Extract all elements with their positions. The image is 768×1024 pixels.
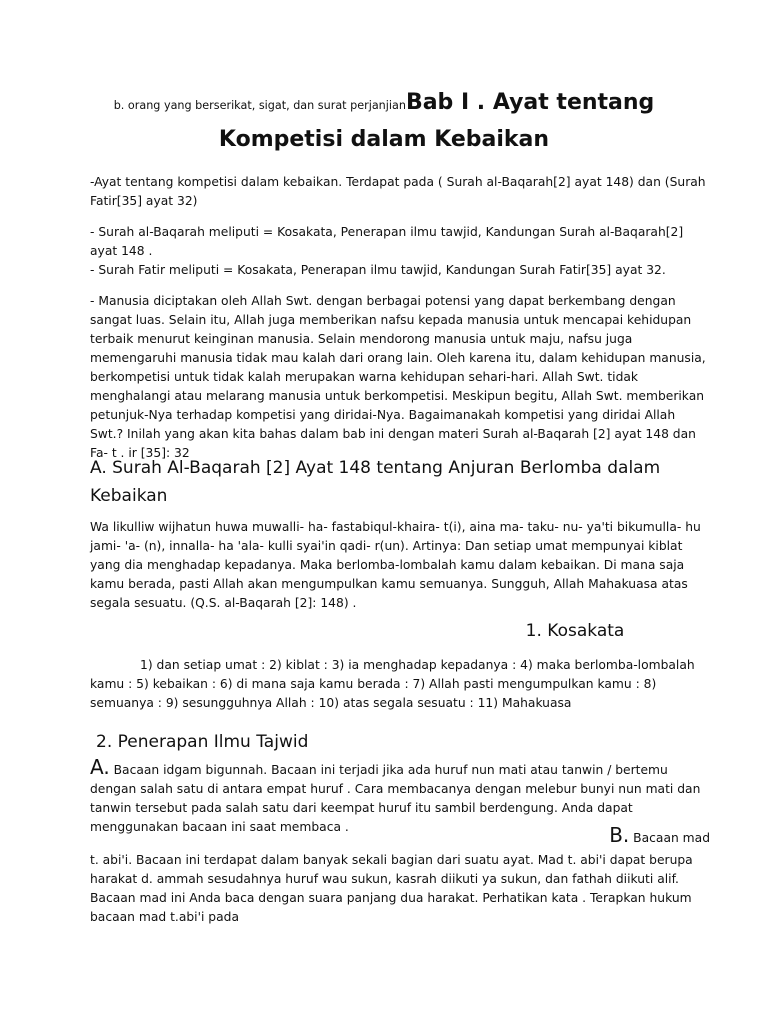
kosakata-body xyxy=(90,656,710,713)
tajwid-a-text: Bacaan idgam bigunnah. Bacaan ini terjadi jika ada huruf nun mati atau tanwin / bertemu dengan salah satu di antara empat huruf . Cara membacanya dengan melebur bunyi nun mati dan tanwin tersebut pada salah satu dari keempat huruf itu sambil berdengung. Anda dapat menggunakan bacaan ini saat membaca . xyxy=(90,763,701,834)
header-subtitle: b. orang yang berserikat, sigat, dan surat perjanjian xyxy=(113,99,406,112)
section-a-text: Wa likulliw wijhatun huwa muwalli- ha- fastabiqul-khaira- t(i), aina ma- taku- nu- ya'ti bikumulla- hu jami- 'a- (n), innalla- ha 'ala- kulli syai'in qadi- r(un). Artinya: Dan setiap umat mempunyai kiblat yang dia menghadap kepadanya. Maka berlomba-lombalah kamu dalam kebaikan. Di mana saja kamu berada, pasti Allah akan mengumpulkan kamu semuanya. Sungguh, Allah Mahakuasa atas segala sesuatu. (Q.S. al-Baqarah [2]: 148) . xyxy=(90,520,701,610)
tajwid-b-text: t. abi'i. Bacaan ini terdapat dalam banyak sekali bagian dari suatu ayat. Mad t. abi'i dapat berupa harakat d. ammah sesudahnya huruf wau sukun, kasrah diikuti ya sukun, dan fathah diikuti alif. Bacaan mad ini Anda baca dengan suara panjang dua harakat. Perhatikan kata . Terapkan hukum bacaan mad t.abi'i pada xyxy=(90,853,693,924)
tajwid-a-letter: A. xyxy=(90,755,110,779)
section-a-body xyxy=(90,518,710,613)
chapter-title-line-2: Kompetisi dalam Kebaikan xyxy=(218,127,550,152)
intro-paragraph-4 xyxy=(90,292,710,463)
tajwid-b-letter: B. xyxy=(609,823,630,847)
kosakata-heading: 1. Kosakata xyxy=(525,621,625,641)
intro-text-1: -Ayat tentang kompetisi dalam kebaikan. Terdapat pada ( Surah al-Baqarah[2] ayat 148) dan (Surah Fatir[35] ayat 32) xyxy=(90,175,706,208)
intro-paragraph-1 xyxy=(90,173,710,211)
tajwid-b-body xyxy=(90,851,710,927)
title-line-1 xyxy=(0,90,768,115)
intro-text-3: - Surah Fatir meliputi = Kosakata, Penerapan ilmu tawjid, Kandungan Surah Fatir[35] ayat 32. xyxy=(90,263,666,277)
section-a-heading: A. Surah Al-Baqarah [2] Ayat 148 tentang Anjuran Berlomba dalam Kebaikan xyxy=(90,458,661,506)
intro-text-4: - Manusia diciptakan oleh Allah Swt. dengan berbagai potensi yang dapat berkembang dengan sangat luas. Selain itu, Allah juga memberikan nafsu kepada manusia untuk mencapai kehidupan terbaik menurut keinginan manusia. Selain mendorong manusia untuk maju, nafsu juga memengaruhi manusia tidak mau kalah dari orang lain. Oleh karena itu, dalam kehidupan manusia, berkompetisi untuk tidak kalah merupakan warna kehidupan sehari-hari. Allah Swt. tidak menghalangi atau melarang manusia untuk berkompetisi. Meskipun begitu, Allah Swt. memberikan petunjuk-Nya terhadap kompetisi yang diridai-Nya. Bagaimanakah kompetisi yang diridai Allah Swt.? Inilah yang akan kita bahas dalam bab ini dengan materi Surah al-Baqarah [2] ayat 148 dan Fa- t . ir [35]: 32 xyxy=(90,294,706,460)
kosakata-text: 1) dan setiap umat : 2) kiblat : 3) ia menghadap kepadanya : 4) maka berlomba-lombalah kamu : 5) kebaikan : 6) di mana saja kamu berada : 7) Allah pasti mengumpulkan kamu : 8) semuanya : 9) sesungguhnya Allah : 10) atas segala sesuatu : 11) Mahakuasa xyxy=(90,658,695,710)
chapter-title: Bab I . Ayat tentang xyxy=(405,90,655,115)
intro-paragraph-2 xyxy=(90,223,710,280)
tajwid-b-label: Bacaan mad xyxy=(629,831,710,845)
tajwid-heading: 2. Penerapan Ilmu Tajwid xyxy=(96,732,309,752)
intro-text-2: - Surah al-Baqarah meliputi = Kosakata, Penerapan ilmu tawjid, Kandungan Surah al-Baqarah[2] ayat 148 . xyxy=(90,225,684,258)
tajwid-b-label-line xyxy=(90,823,710,848)
